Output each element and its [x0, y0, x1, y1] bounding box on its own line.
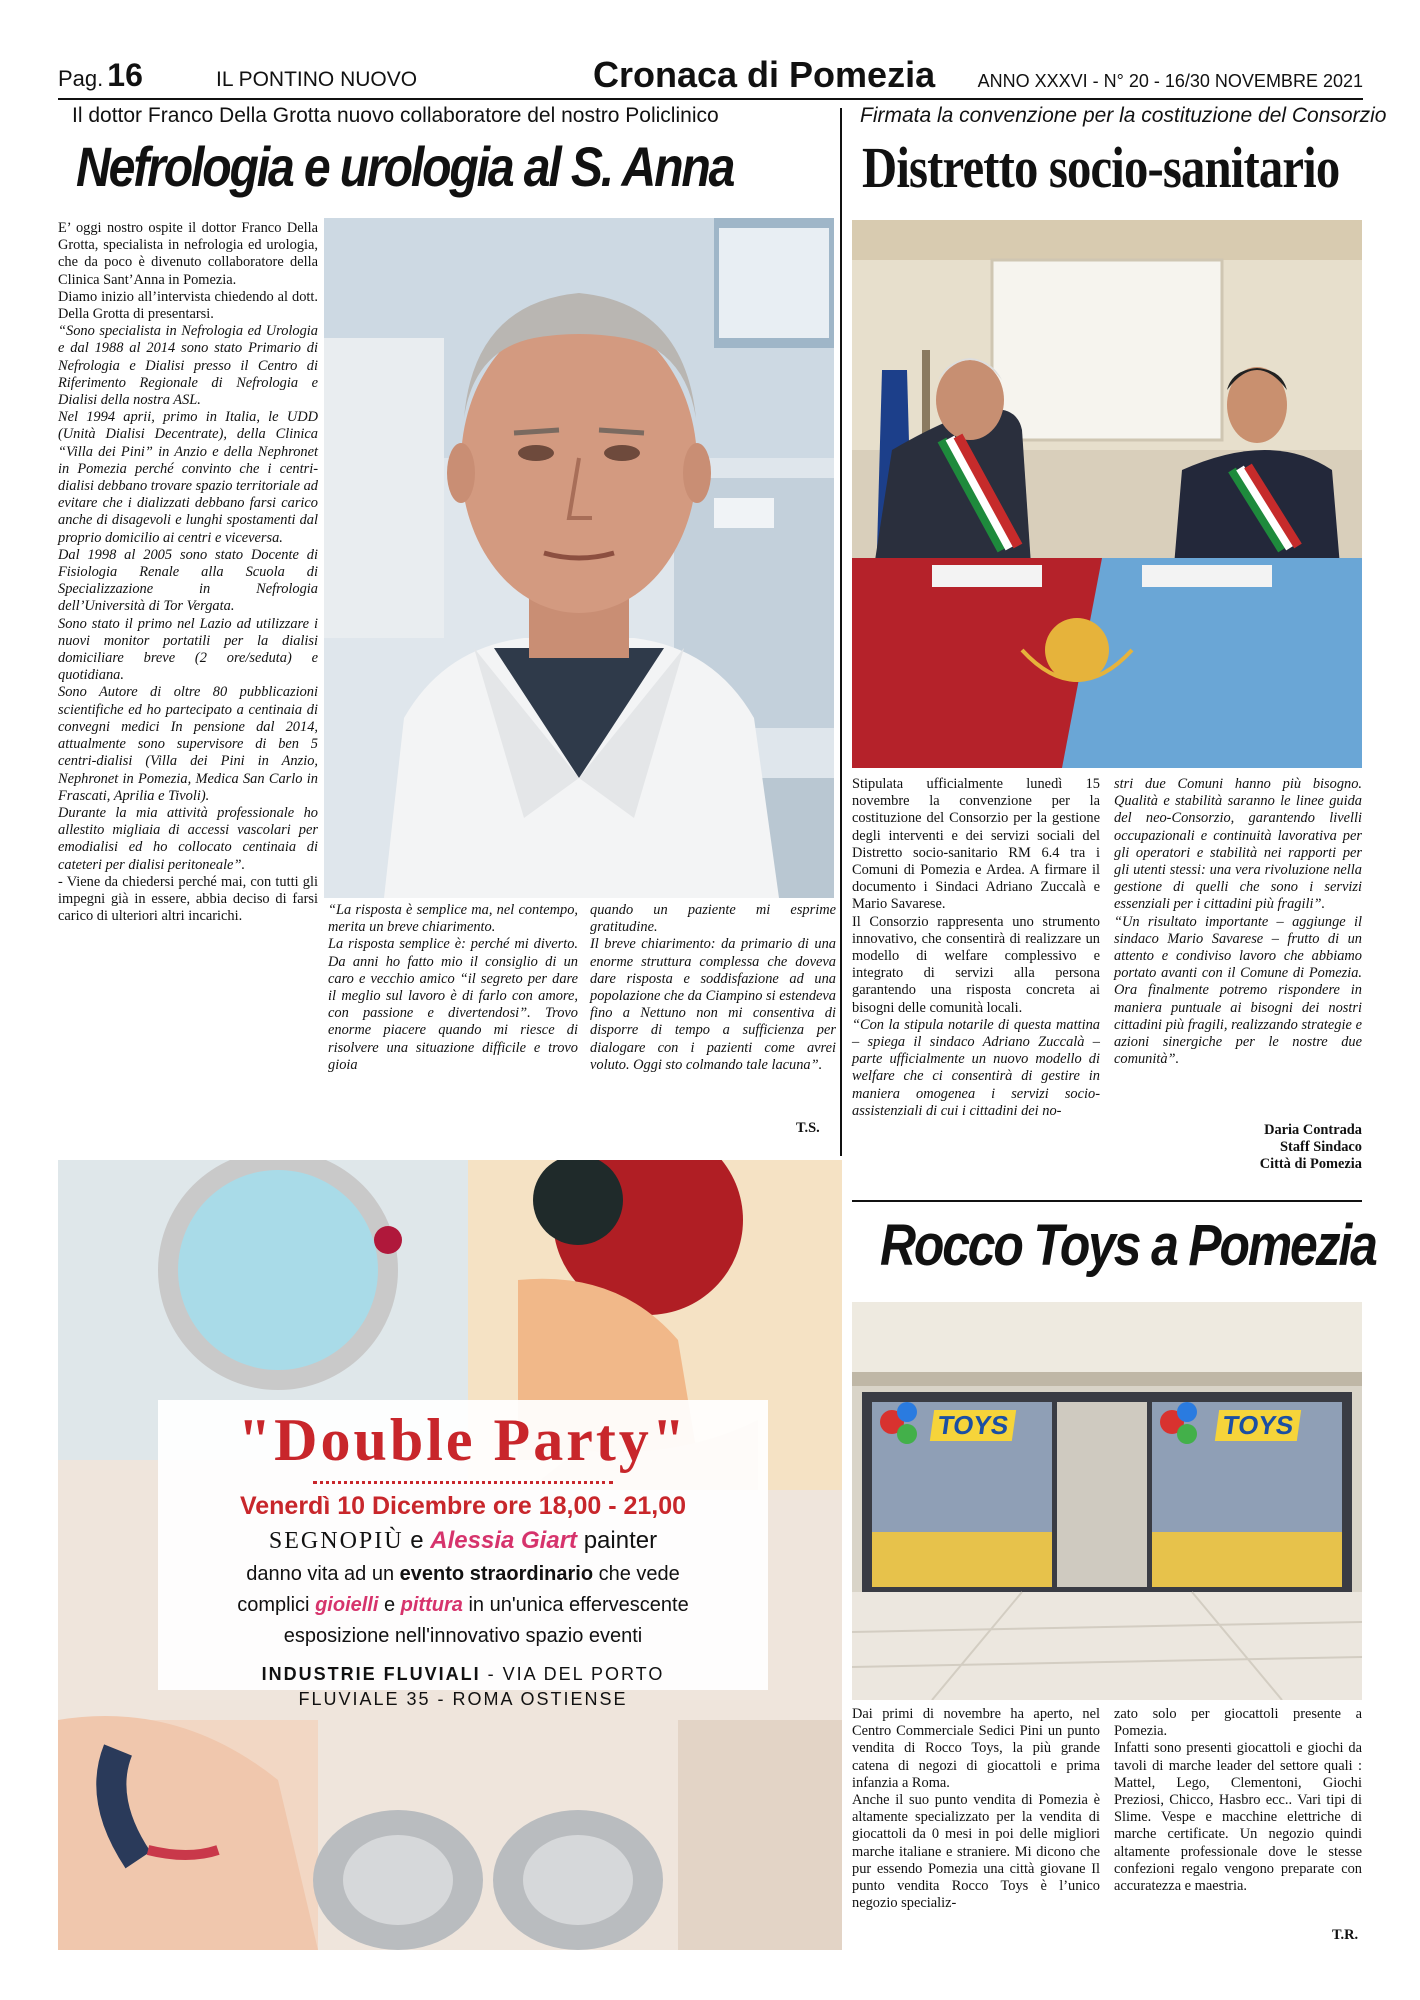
paragraph: Stipulata ufficialmente lunedì 15 novembre la convenzione per la costituzione del Consorzio per la gestione degli interventi e dei servizi sociali del Distretto socio-sanitario RM 6.4 tra i Comuni di Pomezia e Ardea. A firmare il documento i Sindaci Adriano Zuccalà e Mario Savarese.: [852, 776, 1100, 913]
article-headline: Nefrologia e urologia al S. Anna: [76, 135, 734, 198]
article-column: [58, 220, 318, 925]
paragraph: Dal 1998 al 2005 sono stato Docente di Fisiologia Renale alla Scuola di Specializzazione in Nefrologia dell’Università di Tor Vergata.: [58, 546, 318, 615]
paragraph: Diamo inizio all’intervista chiedendo al dott. Della Grotta di presentarsi.: [58, 288, 318, 323]
paragraph: zato solo per giocattoli presente a Pomezia.: [1114, 1706, 1362, 1740]
article-headline: Rocco Toys a Pomezia: [880, 1213, 1376, 1278]
ad-line: complici gioielli e pittura in un'unica effervescente: [237, 1594, 689, 1616]
store-sign: TOYS: [930, 1410, 1017, 1441]
paragraph: “Un risultato importante – aggiunge il sindaco Mario Savarese – frutto di un attento e condiviso lavoro che abbiamo portato avanti con il Comune di Pomezia. Ora finalmente potremo rispondere in maniera puntuale ai bisogni dei nostri cittadini più fragili, realizzando strategie e azioni sinergiche per le nostre due comunità”.: [1114, 913, 1362, 1068]
paragraph: Infatti sono presenti giocattoli e giochi da tavoli di marche leader del settore quali : Mattel, Lego, Clementoni, Giochi Preziosi, Chicco, Hasbro ecc.. Vari tipi di Slime. Vespe e macchine elettriche di marche certificate. Un negozio quindi altamente professionale dove le stesse confezioni regalo vengono preparate con accuratezza e maestria.: [1114, 1740, 1362, 1895]
column-divider: [840, 108, 842, 1156]
paragraph: “Sono specialista in Nefrologia ed Urologia e dal 1988 al 2014 sono stato Primario di Nefrologia e Dialisi presso il Centro di Riferimento Regionale di Nefrologia e Dialisi della nostra ASL.: [58, 323, 318, 409]
paragraph: Sono stato il primo nel Lazio ad utilizzare i nuovi monitor portatili per la dialisi domiciliare breve (2 ore/seduta) e quotidiana.: [58, 615, 318, 684]
page-number: Pag. 16: [58, 57, 143, 93]
section-rule: [852, 1200, 1362, 1202]
ad-organizers: SEGNOPIÙ e Alessia Giart painter: [268, 1527, 658, 1554]
paragraph: “Con la stipula notarile di questa mattina – spiega il sindaco Adriano Zuccalà – parte ufficialmente un nuovo modello di welfare che ci consentirà di gestire in maniera omogenea i servizi socio-assistenziali di cui i cittadini dei no-: [852, 1016, 1100, 1119]
ad-title: "Double Party": [237, 1407, 689, 1473]
paragraph: Nel 1994 aprii, primo in Italia, le UDD (Unità Dialisi Decentrate), della Clinica “Villa dei Pini” in Anzio e della Nephronet in Pomezia perché convinto che i centri-dialisi debbano trovare spazio territoriale ad evitare che i dializzati debbano farsi carico anche di disagevoli e lunghi spostamenti dal proprio domicilio ai centri e viceversa.: [58, 409, 318, 546]
ad-line: danno vita ad un evento straordinario che vede: [246, 1563, 680, 1585]
issue-info: ANNO XXXVI - N° 20 - 16/30 NOVEMBRE 2021: [977, 71, 1363, 91]
ad-venue: INDUSTRIE FLUVIALI - VIA DEL PORTO: [261, 1664, 665, 1684]
paragraph: Durante la mia attività professionale ho allestito migliaia di accessi vascolari per emodialisi ed ho collocato centinaia di cateteri per dialisi peritoneale”.: [58, 804, 318, 873]
article-column: [590, 902, 836, 1074]
page-header: [58, 54, 1363, 100]
ad-venue-address: FLUVIALE 35 - ROMA OSTIENSE: [298, 1689, 628, 1709]
paragraph: La risposta semplice è: perché mi diverto. Da anni ho fatto mio il consiglio di un caro e vecchio amico “il segreto per dare il meglio sul lavoro è di farlo con amore, con passione e divertendosi”. Trovo enorme piacere quando mi riesce di risolvere una situazione difficile e trovo gioia: [328, 936, 578, 1073]
section-title: Cronaca di Pomezia: [593, 54, 936, 95]
article-column: [328, 902, 578, 1074]
article-signature: T.S.: [796, 1120, 820, 1136]
paragraph: stri due Comuni hanno più bisogno. Qualità e stabilità saranno le linee guida del neo-Consorzio, garantendo livelli occupazionali e continuità lavorativa per gli operatori e stabilità nei rapporti per gli utenti stessi: una vera rivoluzione nella gestione di quelli che sono i servizi essenziali per i cittadini più fragili”.: [1114, 776, 1362, 913]
article-column: [1114, 1706, 1362, 1895]
ad-divider: [313, 1475, 613, 1484]
paragraph: Il breve chiarimento: da primario di una enorme struttura complessa che doveva dare risposta e soddisfazione ad una popolazione che da Ciampino si estendeva fino a Nettuno non mi consentiva di disporre di tempo a sufficienza per dialogare con i pazienti come avrei voluto. Oggi sto colmando tale lacuna”.: [590, 936, 836, 1073]
toy-store-photo: [852, 1302, 1362, 1700]
ad-line: esposizione nell'innovativo spazio eventi: [283, 1625, 643, 1647]
ad-artist: Alessia Giart: [430, 1527, 578, 1554]
ad-brand: SEGNOPIÙ: [268, 1528, 404, 1554]
article-column: [852, 1706, 1100, 1912]
mayors-signing-photo: [852, 220, 1362, 768]
article-column: [852, 776, 1100, 1120]
ad-text-panel: [158, 1400, 768, 1709]
paragraph: quando un paziente mi esprime gratitudine.: [590, 902, 836, 936]
paragraph: “La risposta è semplice ma, nel contempo, merita un breve chiarimento.: [328, 902, 578, 936]
paragraph: Dai primi di novembre ha aperto, nel Centro Commerciale Sedici Pini un punto vendita di Rocco Toys, la più grande catena di negozi di giocattoli e prima infanzia a Roma.: [852, 1706, 1100, 1791]
paper-name: IL PONTINO NUOVO: [216, 68, 418, 91]
paragraph: Il Consorzio rappresenta uno strumento innovativo, che consentirà di realizzare un modello di welfare complessivo e integrato di servizi alla persona garantendo una risposta concreta ai bisogni delle comunità locali.: [852, 913, 1100, 1016]
store-sign: TOYS: [1215, 1410, 1302, 1441]
paragraph: - Viene da chiedersi perché mai, con tutti gli impegni già in essere, abbia deciso di farsi carico di ulteriori altri incarichi.: [58, 873, 318, 925]
article-signature: T.R.: [1332, 1927, 1359, 1943]
article-column: [1114, 776, 1362, 1068]
article-kicker: Il dottor Franco Della Grotta nuovo collaboratore del nostro Policlinico: [72, 104, 719, 127]
article-headline: Distretto socio-sanitario: [862, 135, 1340, 200]
paragraph: E’ oggi nostro ospite il dottor Franco Della Grotta, specialista in nefrologia ed urologia, che da poco è divenuto collaboratore della Clinica Sant’Anna in Pomezia.: [58, 220, 318, 288]
article-signature: Daria Contrada Staff Sindaco Città di Pomezia: [1259, 1122, 1362, 1172]
ad-date: Venerdì 10 Dicembre ore 18,00 - 21,00: [239, 1492, 687, 1520]
doctor-photo: [324, 218, 834, 898]
article-kicker: Firmata la convenzione per la costituzione del Consorzio: [860, 104, 1387, 127]
paragraph: Sono Autore di oltre 80 pubblicazioni scientifiche ed ho partecipato a centinaia di convegni medici In pensione dal 2014, attualmente sono supervisore di ben 5 centri-dialisi (Villa dei Pini in Anzio, Nephronet in Pomezia, Medica San Carlo in Frascati, Aprilia e Tivoli).: [58, 684, 318, 804]
event-advertisement: [58, 1160, 842, 1950]
paragraph: Anche il suo punto vendita di Pomezia è altamente specializzato per la vendita di giocattoli da 0 mesi in poi delle migliori marche italiane e straniere. Mi dicono che pur essendo Pomezia una città giovane Il punto vendita Rocco Toys è l’unico negozio specializ-: [852, 1792, 1100, 1912]
